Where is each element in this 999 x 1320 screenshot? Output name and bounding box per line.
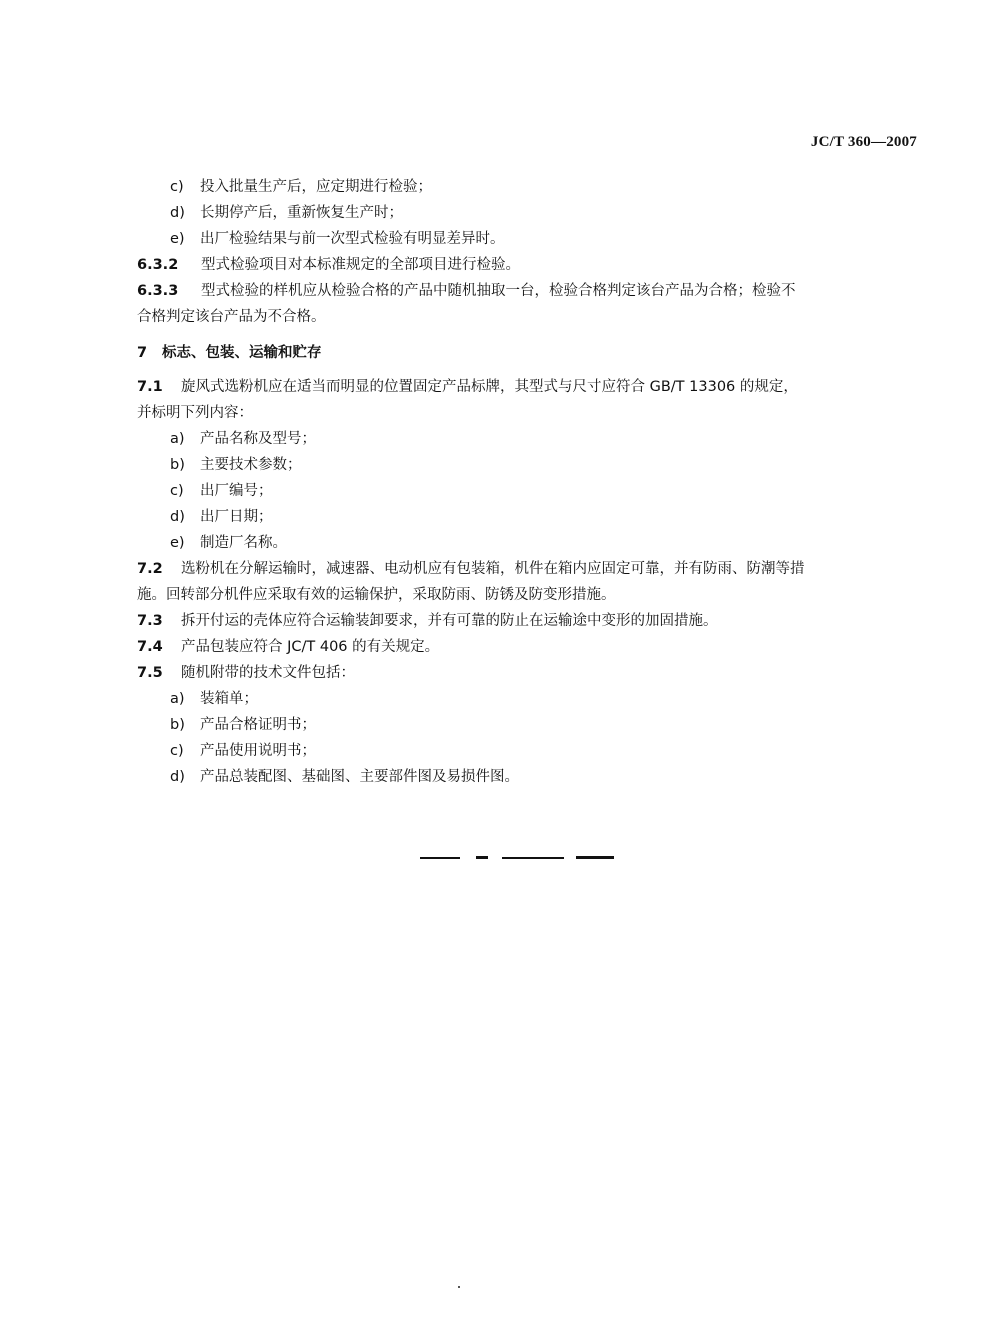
list-label: c) bbox=[170, 483, 184, 499]
list-item bbox=[137, 200, 920, 226]
clause-text: 拆开付运的壳体应符合运输装卸要求，并有可靠的防止在运输途中变形的加固措施。 bbox=[181, 613, 718, 629]
clause-continuation bbox=[137, 304, 920, 330]
list-text: 制造厂名称。 bbox=[200, 535, 287, 551]
list-item bbox=[137, 426, 920, 452]
clause-text: 产品包装应符合 JC/T 406 的有关规定。 bbox=[181, 639, 440, 655]
list-label: d) bbox=[170, 509, 185, 525]
clause-text: 型式检验项目对本标准规定的全部项目进行检验。 bbox=[201, 257, 520, 273]
chapter-number: 7 bbox=[137, 345, 148, 361]
scan-speck bbox=[458, 1286, 460, 1288]
clause-text: 施。回转部分机件应采取有效的运输保护，采取防雨、防锈及防变形措施。 bbox=[137, 587, 616, 603]
list-label: b) bbox=[170, 457, 185, 473]
clause-continuation bbox=[137, 582, 920, 608]
rule-segment bbox=[476, 856, 488, 859]
clause-7-3 bbox=[137, 608, 920, 634]
list-label: e) bbox=[170, 231, 185, 247]
clause-text: 合格判定该台产品为不合格。 bbox=[137, 309, 326, 325]
list-label: a) bbox=[170, 431, 185, 447]
list-item bbox=[137, 478, 920, 504]
list-text: 产品总装配图、基础图、主要部件图及易损件图。 bbox=[200, 769, 519, 785]
list-label: a) bbox=[170, 691, 185, 707]
rule-segment bbox=[576, 856, 614, 859]
clause-text: 旋风式选粉机应在适当而明显的位置固定产品标牌，其型式与尺寸应符合 GB/T 13306 的规定， bbox=[181, 379, 798, 395]
clause-6-3-2 bbox=[137, 252, 920, 278]
document-body bbox=[137, 174, 920, 790]
clause-number: 6.3.2 bbox=[137, 257, 179, 273]
clause-number: 7.1 bbox=[137, 379, 163, 395]
clause-number: 7.4 bbox=[137, 639, 163, 655]
chapter-title: 标志、包装、运输和贮存 bbox=[162, 345, 322, 361]
list-item bbox=[137, 764, 920, 790]
list-text: 装箱单； bbox=[200, 691, 258, 707]
clause-number: 7.2 bbox=[137, 561, 163, 577]
clause-text: 随机附带的技术文件包括： bbox=[181, 665, 355, 681]
list-item bbox=[137, 712, 920, 738]
clause-7-2 bbox=[137, 556, 920, 582]
list-item bbox=[137, 738, 920, 764]
clause-number: 7.3 bbox=[137, 613, 163, 629]
list-item bbox=[137, 226, 920, 252]
list-text: 主要技术参数； bbox=[200, 457, 302, 473]
clause-number: 7.5 bbox=[137, 665, 163, 681]
list-label: d) bbox=[170, 769, 185, 785]
clause-7-1 bbox=[137, 374, 920, 400]
list-label: d) bbox=[170, 205, 185, 221]
end-of-document-rule bbox=[420, 855, 614, 861]
clause-continuation bbox=[137, 400, 920, 426]
clause-number: 6.3.3 bbox=[137, 283, 179, 299]
list-label: b) bbox=[170, 717, 185, 733]
list-item bbox=[137, 686, 920, 712]
clause-text: 并标明下列内容： bbox=[137, 405, 253, 421]
list-text: 产品使用说明书； bbox=[200, 743, 316, 759]
clause-7-4 bbox=[137, 634, 920, 660]
list-text: 出厂日期； bbox=[200, 509, 273, 525]
standard-code: JC/T 360—2007 bbox=[810, 134, 917, 150]
list-text: 产品名称及型号； bbox=[200, 431, 316, 447]
list-item bbox=[137, 174, 920, 200]
clause-text: 选粉机在分解运输时，减速器、电动机应有包装箱，机件在箱内应固定可靠，并有防雨、防潮等措 bbox=[181, 561, 805, 577]
rule-segment bbox=[420, 857, 460, 859]
list-text: 出厂检验结果与前一次型式检验有明显差异时。 bbox=[200, 231, 505, 247]
clause-6-3-3 bbox=[137, 278, 920, 304]
list-item bbox=[137, 530, 920, 556]
list-label: c) bbox=[170, 179, 184, 195]
rule-segment bbox=[502, 857, 564, 859]
list-item bbox=[137, 504, 920, 530]
clause-7-5 bbox=[137, 660, 920, 686]
chapter-heading bbox=[137, 340, 920, 366]
list-text: 投入批量生产后，应定期进行检验； bbox=[200, 179, 432, 195]
clause-text: 型式检验的样机应从检验合格的产品中随机抽取一台，检验合格判定该台产品为合格；检验不 bbox=[201, 283, 796, 299]
list-label: e) bbox=[170, 535, 185, 551]
list-label: c) bbox=[170, 743, 184, 759]
list-item bbox=[137, 452, 920, 478]
list-text: 出厂编号； bbox=[200, 483, 273, 499]
list-text: 长期停产后，重新恢复生产时； bbox=[200, 205, 403, 221]
list-text: 产品合格证明书； bbox=[200, 717, 316, 733]
